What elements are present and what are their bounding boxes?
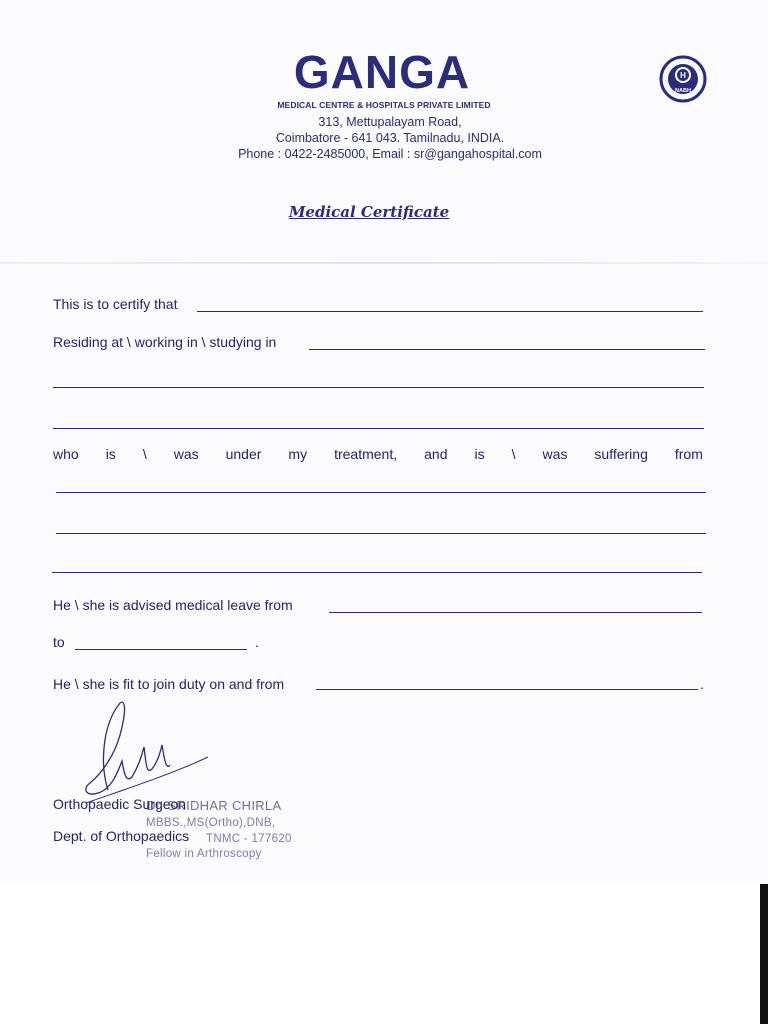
- statement-word: from: [674, 446, 703, 462]
- fit-period: .: [700, 676, 704, 692]
- patient-name-field[interactable]: [197, 311, 703, 312]
- page-title: Medical Certificate: [288, 203, 450, 221]
- leave-to-field[interactable]: [75, 649, 247, 650]
- scanner-edge: [760, 884, 768, 1024]
- statement-word: under: [225, 446, 262, 462]
- statement-word: was: [173, 446, 199, 462]
- diagnosis-field-line-3[interactable]: [52, 572, 702, 573]
- leave-from-field[interactable]: [329, 612, 702, 613]
- fit-label: He \ she is fit to join duty on and from: [53, 676, 285, 692]
- diagnosis-field-line-2[interactable]: [56, 533, 706, 534]
- ganga-logo: [277, 48, 487, 96]
- role-title: Orthopaedic Surgeon: [53, 796, 187, 812]
- statement-word: was: [542, 446, 568, 462]
- statement-word: \: [511, 446, 516, 462]
- background-area: [0, 884, 760, 1024]
- leave-label: He \ she is advised medical leave from: [53, 597, 293, 613]
- address-line-2: Coimbatore - 641 043. Tamilnadu, INDIA.: [275, 131, 505, 145]
- residence-field-line-3[interactable]: [53, 428, 704, 429]
- to-period: .: [255, 634, 259, 650]
- logo-text: GANGA: [293, 48, 471, 96]
- seal-text: NABH: [675, 88, 691, 94]
- doctor-signature: [80, 695, 220, 805]
- residence-field[interactable]: [309, 349, 705, 350]
- treatment-statement: [53, 446, 703, 462]
- stamp-fellowship: Fellow in Arthroscopy: [146, 848, 262, 860]
- company-subtitle: MEDICAL CENTRE & HOSPITALS PRIVATE LIMITED: [277, 100, 491, 110]
- diagnosis-field-line-1[interactable]: [56, 492, 706, 493]
- statement-word: \: [142, 446, 147, 462]
- svg-text:H: H: [680, 71, 686, 80]
- statement-word: is: [105, 446, 116, 462]
- statement-word: my: [288, 446, 308, 462]
- nabh-seal-icon: [655, 55, 711, 103]
- paper-fold: [0, 262, 768, 264]
- certify-label: This is to certify that: [53, 296, 178, 312]
- address-line-1: 313, Mettupalayam Road,: [318, 115, 462, 129]
- residing-label: Residing at \ working in \ studying in: [53, 334, 277, 350]
- statement-word: who: [53, 446, 79, 462]
- statement-word: treatment,: [334, 446, 398, 462]
- role-department: Dept. of Orthopaedics: [53, 828, 190, 844]
- residence-field-line-2[interactable]: [53, 387, 704, 388]
- stamp-registration: TNMC - 177620: [206, 833, 292, 845]
- statement-word: and: [424, 446, 448, 462]
- address-contact: Phone : 0422-2485000, Email : sr@gangahospital.com: [238, 147, 542, 161]
- stamp-degrees: MBBS.,MS(Ortho),DNB,: [146, 817, 276, 829]
- statement-word: is: [474, 446, 485, 462]
- statement-word: suffering: [594, 446, 648, 462]
- fit-date-field[interactable]: [316, 689, 698, 690]
- to-label: to: [53, 634, 65, 650]
- stamp-doctor-name: Dr. SRIDHAR CHIRLA: [146, 798, 282, 813]
